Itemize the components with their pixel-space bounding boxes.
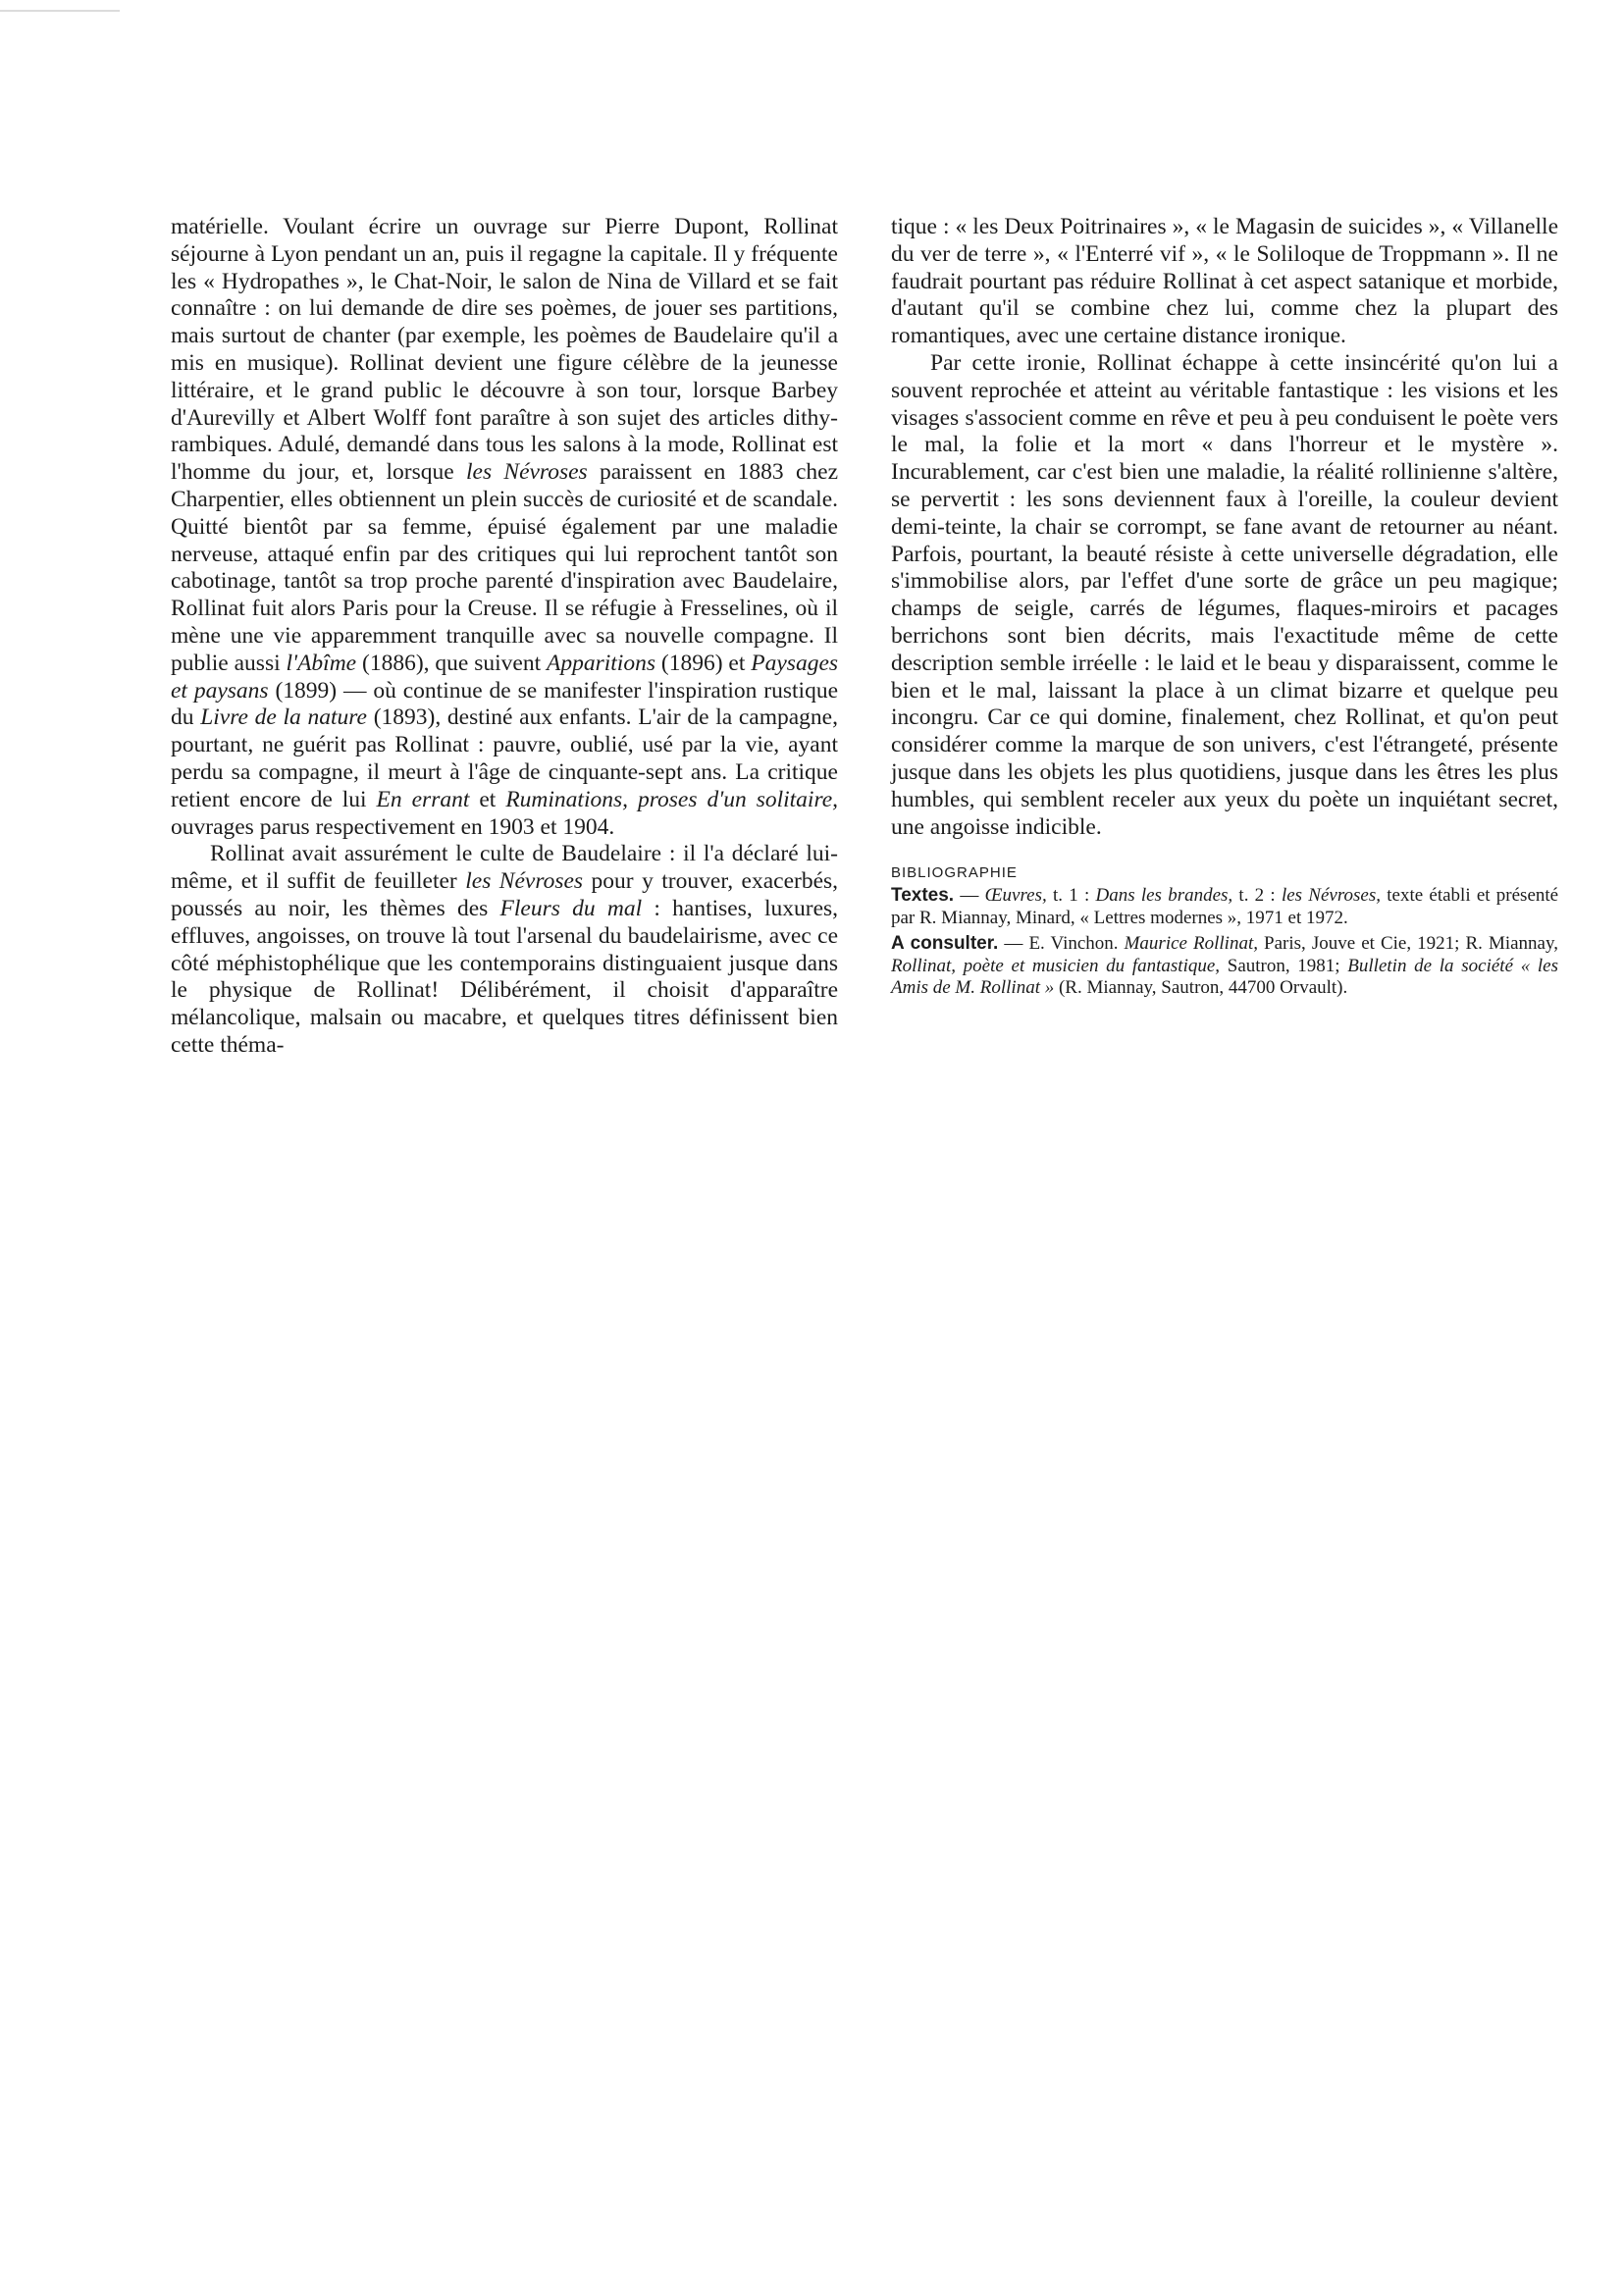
bibliography-texts: Textes. — Œuvres, t. 1 : Dans les brandes, t. 2 : les Névroses, texte établi et présenté par R. Miannay, Minard, « Lettres modernes », 1971 et 1972. [891, 885, 1559, 928]
paragraph-right-2: Par cette ironie, Rollinat échappe à cette insincérité qu'on lui a souvent reprochée et atteint au véritable fantastique : les visions et les visages s'associent comme en rêve et peu à peu conduisent le poète vers le mal, la folie et la mort « dans l'horreur et le mystère ». Incurablement, car c'est bien une maladie, la réalité rollinienne s'altère, se pervertit : les sons deviennent faux à l'oreille, la couleur devient demi-teinte, la chair se corrompt, se fane avant de retourner au néant. Parfois, pourtant, la beauté résiste à cette universelle dégradation, elle s'immobilise alors, par l'effet d'une sorte de grâce un peu magique; champs de seigle, carrés de légumes, flaques-miroirs et pacages berrichons sont bien décrits, mais l'exactitude même de cette description semble irréelle : le laid et le beau y disparaissent, comme le bien et le mal, laissant la place à un climat bizarre et quelque peu incongru. Car ce qui domine, finalement, chez Rollinat, et qu'on peut considérer comme la marque de son univers, c'est l'étrangeté, présente jusque dans les objets les plus quotidiens, jusque dans les êtres les plus humbles, qui semblent receler aux yeux du poète un inquiétant secret, une angoisse indicible. [891, 349, 1558, 840]
paragraph-right-1: tique : « les Deux Poitrinaires », « le Magasin de suicides », « Villanelle du ver de terre », « l'Enterré vif », « le Soliloque de Troppmann ». Il ne faudrait pourtant pas réduire Rollinat à cet aspect satanique et morbide, d'autant qu'il se combine chez lui, comme chez la plupart des romantiques, avec une certaine distance ironique. [891, 214, 1558, 349]
paragraph-left-1: matérielle. Voulant écrire un ouvrage sur Pierre Dupont, Rollinat séjourne à Lyon pendant un an, puis il regagne la capitale. Il y fréquente les « Hydropathes », le Chat-Noir, le salon de Nina de Villard et se fait connaître : on lui demande de dire ses poèmes, de jouer ses partitions, mais surtout de chanter (par exemple, les poèmes de Baudelaire qu'il a mis en musique). Rollinat devient une figure célèbre de la jeunesse littéraire, et le grand public le découvre à son tour, lorsque Barbey d'Aurevilly et Albert Wolff font paraître à son sujet des articles dithy-rambiques. Adulé, demandé dans tous les salons à la mode, Rollinat est l'homme du jour, et, lorsque les Névroses paraissent en 1883 chez Charpentier, elles obtiennent un plein succès de curiosité et de scandale. Quitté bientôt par sa femme, épuisé également par une maladie nerveuse, attaqué enfin par des critiques qui lui reprochent tantôt son cabotinage, tantôt sa trop proche parenté d'inspiration avec Baudelaire, Rollinat fuit alors Paris pour la Creuse. Il se réfugie à Fresselines, où il mène une vie apparemment tranquille avec sa nouvelle compagne. Il publie aussi l'Abîme (1886), que suivent Apparitions (1896) et Paysages et paysans (1899) — où continue de se manifester l'inspiration rustique du Livre de la nature (1893), destiné aux enfants. L'air de la campagne, pourtant, ne guérit pas Rollinat : pauvre, oublié, usé par la vie, ayant perdu sa compagne, il meurt à l'âge de cinquante-sept ans. La critique retient encore de lui En errant et Ruminations, proses d'un solitaire, ouvrages parus respectivement en 1903 et 1904. [171, 214, 839, 840]
page-edge-mark [0, 10, 120, 12]
right-column [891, 214, 1558, 1000]
bibliography-consult: A consulter. — E. Vinchon. Maurice Rollinat, Paris, Jouve et Cie, 1921; R. Miannay, Rollinat, poète et musicien du fantastique, Sautron, 1981; Bulletin de la société « les Amis de M. Rollinat » (R. Miannay, Sautron, 44700 Orvault). [891, 933, 1559, 999]
bibliography [891, 864, 1558, 1000]
left-column [171, 214, 838, 1060]
bibliography-heading: BIBLIOGRAPHIE [891, 864, 1018, 882]
paragraph-left-2: Rollinat avait assurément le culte de Baudelaire : il l'a déclaré lui-même, et il suffit de feuilleter les Névroses pour y trouver, exacerbés, poussés au noir, les thèmes des Fleurs du mal : hantises, luxures, effluves, angoisses, on trouve là tout l'arsenal du baudelairisme, avec ce côté méphistophélique que les contemporains distinguaient jusque dans le physique de Rollinat! Délibérément, il choisit d'apparaître mélancolique, malsain ou macabre, et quelques titres définissent bien cette théma- [171, 841, 839, 1058]
